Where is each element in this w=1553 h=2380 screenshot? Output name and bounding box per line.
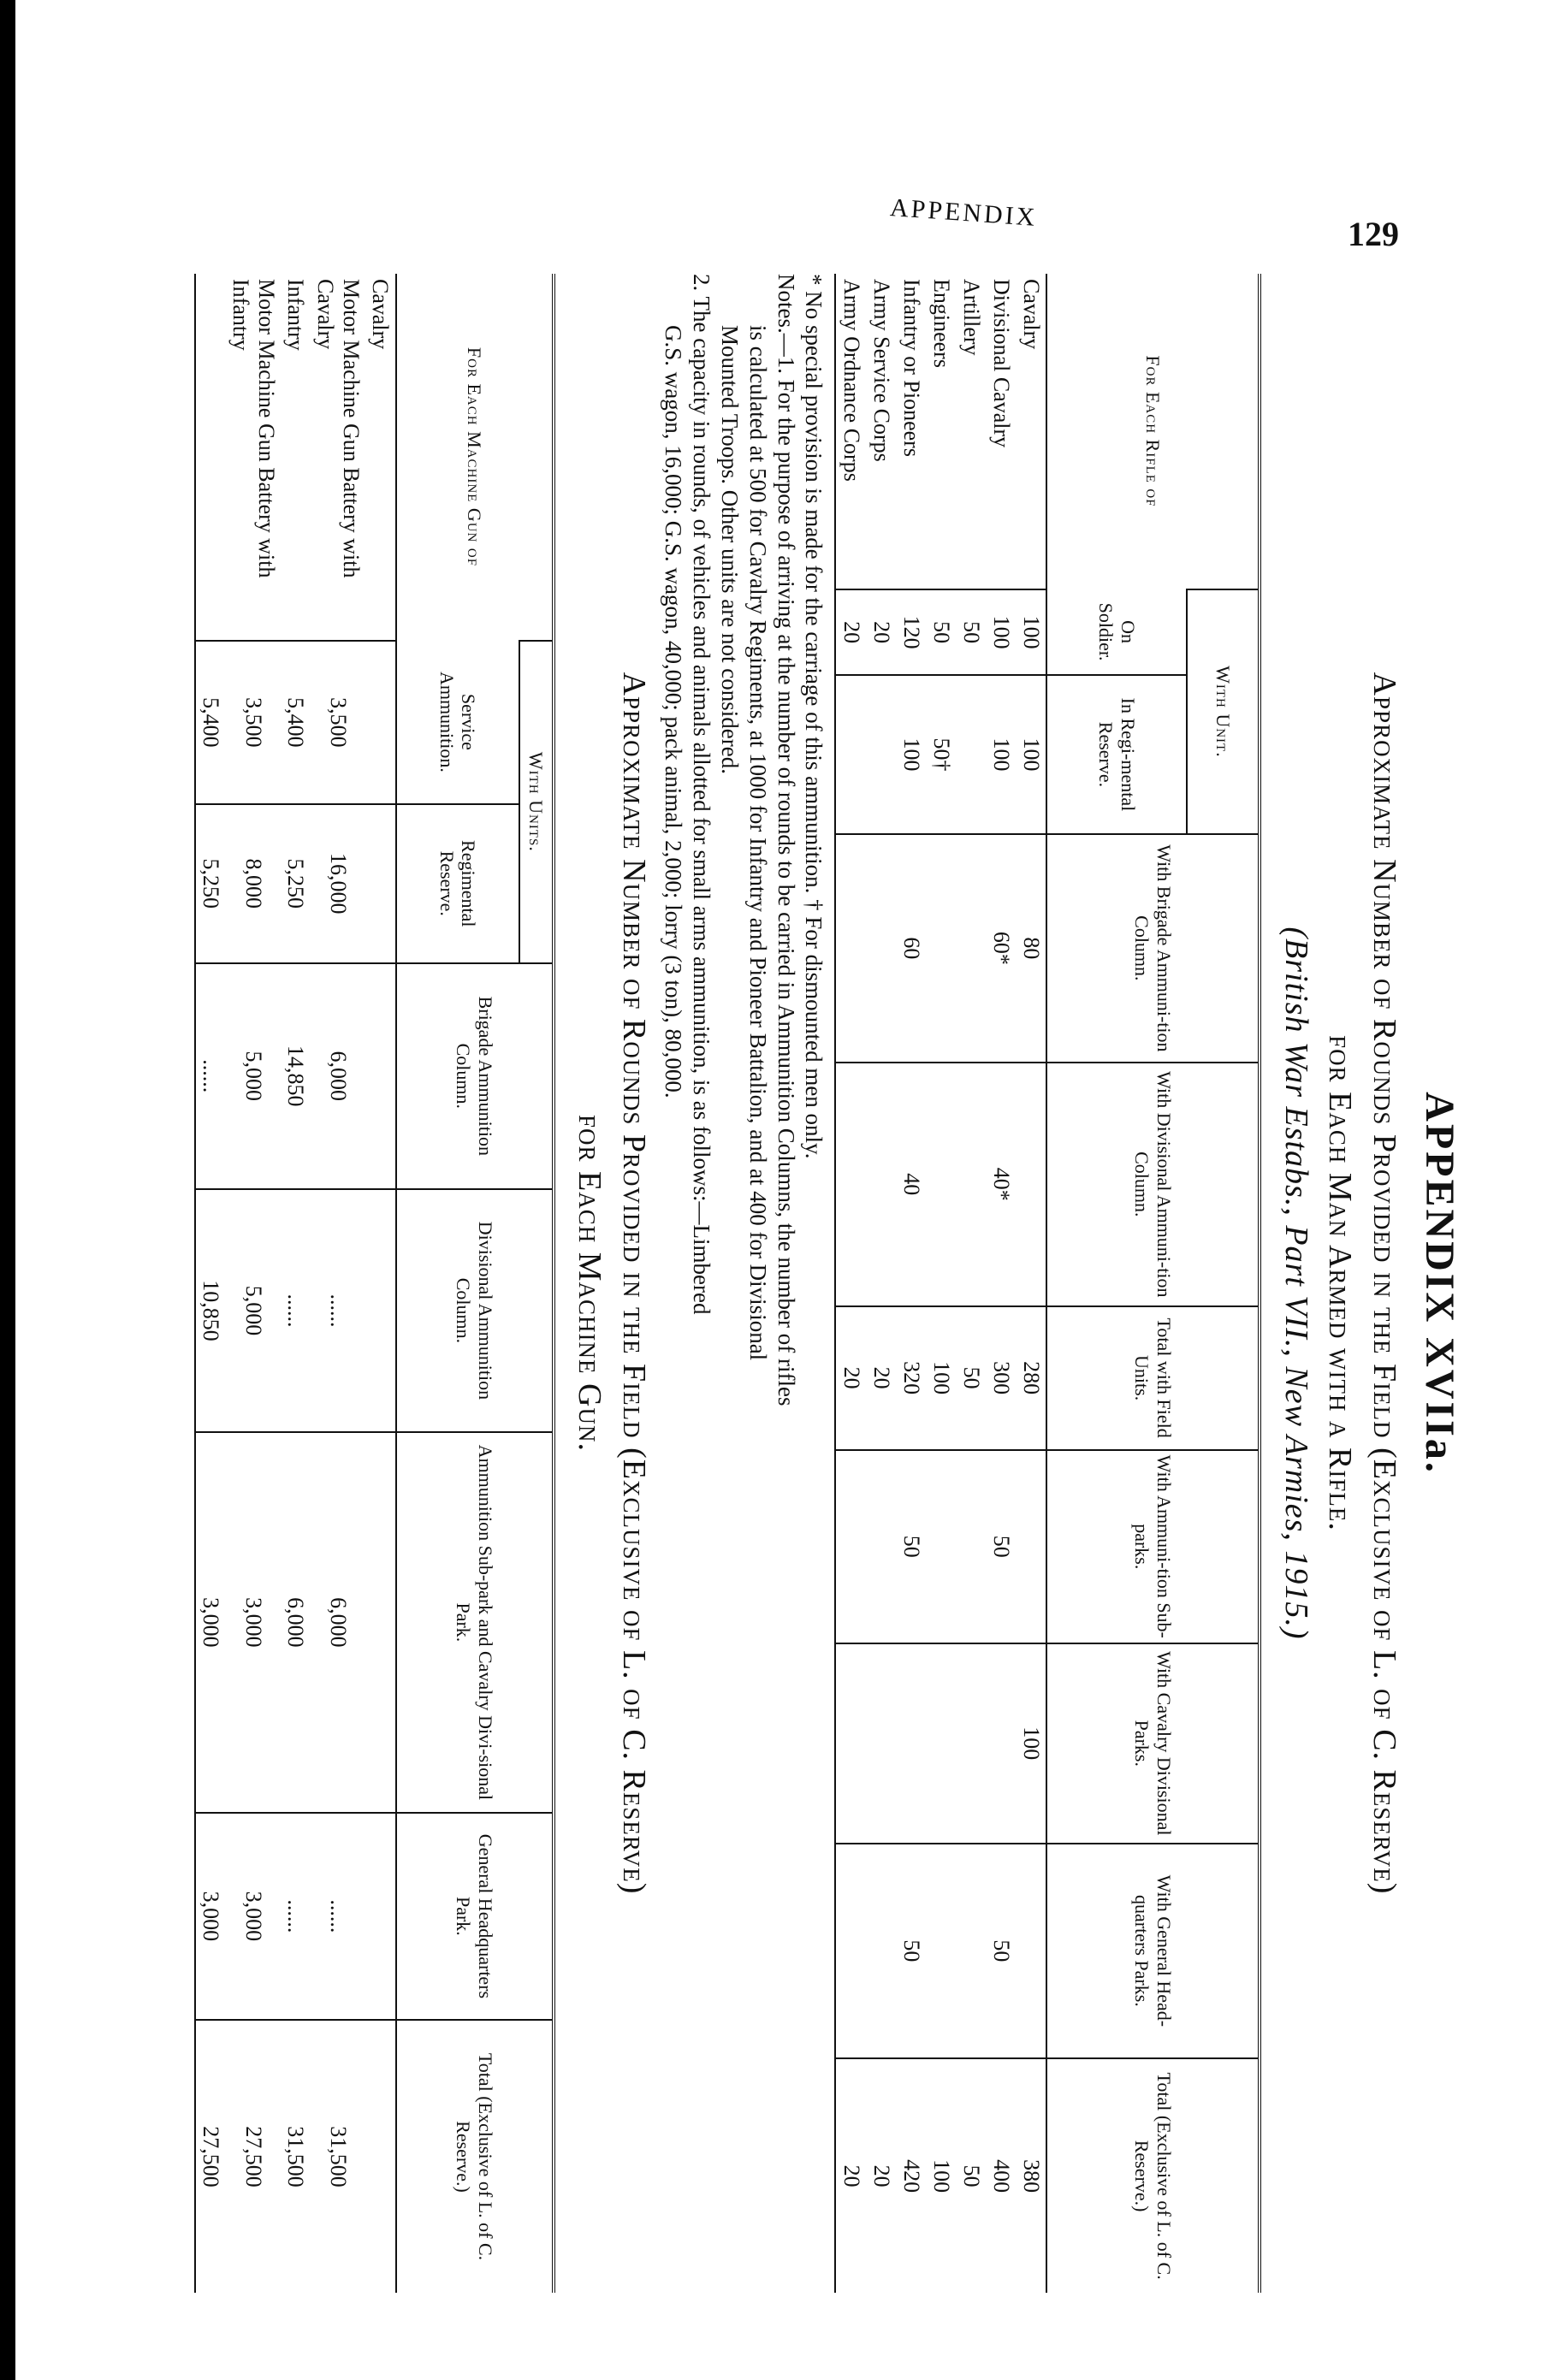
- cell: 100: [897, 675, 927, 834]
- cell: [927, 1450, 957, 1643]
- row-label: Infantry or Pioneers: [899, 279, 924, 457]
- header-col: Total (Exclusive of L. of C. Reserve.): [396, 2020, 552, 2293]
- cell: 50: [927, 589, 957, 675]
- cell: [957, 675, 987, 834]
- header-col: Regimental Reserve.: [396, 804, 519, 963]
- cell: 50: [957, 1306, 987, 1450]
- cell: [836, 1450, 867, 1643]
- cell: 120: [897, 589, 927, 675]
- cell: ......: [281, 1189, 311, 1432]
- cell: [365, 2020, 396, 2293]
- cell: 8,000: [226, 804, 281, 963]
- machine-gun-rounds-table: [194, 274, 552, 2293]
- cell: [836, 834, 867, 1063]
- cell: 5,250: [195, 804, 226, 963]
- cell: 50: [987, 1450, 1017, 1643]
- table-row: [1017, 274, 1047, 2293]
- cell: 60*: [987, 834, 1017, 1063]
- note-1b: is calculated at 500 for Cavalry Regiments, at 1000 for Infantry and Pioneer Battalion, and at 400 for Divisional: [744, 325, 771, 1361]
- cell: 20: [867, 589, 897, 675]
- header-for-each-machine-gun: For Each Machine Gun of: [396, 274, 552, 641]
- cell: 3,500: [311, 641, 365, 804]
- rifle-rounds-table: [835, 274, 1259, 2293]
- cell: 20: [867, 1306, 897, 1450]
- section2-caption-line2: for Each Machine Gun.: [572, 1115, 608, 1452]
- cell: [957, 1643, 987, 1844]
- cell: 100: [1017, 675, 1047, 834]
- row-label: Motor Machine Gun Battery with Cavalry: [312, 279, 364, 578]
- header-col: With Ammuni-tion Sub-parks.: [1047, 1450, 1259, 1643]
- row-label: Army Ordnance Corps: [836, 274, 867, 589]
- appendix-title: APPENDIX XVIIa.: [1417, 1092, 1462, 1475]
- table-row: [927, 274, 957, 2293]
- appendix-caption-line3: (British War Estabs., Part VII., New Armies, 1915.): [1278, 927, 1314, 1640]
- cell: [1017, 1063, 1047, 1306]
- cell: [836, 1643, 867, 1844]
- appendix-caption-line2: for Each Man Armed with a Rifle.: [1322, 1035, 1359, 1531]
- cell: 280: [1017, 1306, 1047, 1450]
- cell: [957, 834, 987, 1063]
- header-col: General Headquarters Park.: [396, 1813, 552, 2020]
- cell: [1017, 1844, 1047, 2059]
- cell: 40*: [987, 1063, 1017, 1306]
- table-row: [836, 274, 867, 2293]
- cell: 100: [987, 675, 1017, 834]
- running-title: APPENDIX: [889, 193, 1039, 232]
- header-col: With Brigade Ammuni-tion Column.: [1047, 834, 1259, 1063]
- header-col: With Cavalry Divisional Parks.: [1047, 1643, 1259, 1844]
- rotated-page-body: [180, 274, 1463, 2293]
- cell: 5,400: [195, 641, 226, 804]
- cell: 50†: [927, 675, 957, 834]
- cell: 100: [1017, 1643, 1047, 1844]
- cell: 3,500: [226, 641, 281, 804]
- cell: [836, 1063, 867, 1306]
- table-row: [281, 274, 311, 2293]
- header-col: Total with Field Units.: [1047, 1306, 1259, 1450]
- cell: [365, 1813, 396, 2020]
- cell: 31,500: [311, 2020, 365, 2293]
- header-col: Brigade Ammunition Column.: [396, 963, 552, 1189]
- header-with-unit: With Unit.: [1188, 589, 1259, 834]
- cell: ......: [195, 963, 226, 1189]
- section2-caption-line1: Approximate Number of Rounds Provided in the Field (Exclusive of L. of C. Reserve): [615, 672, 652, 1895]
- note-1c: Mounted Troops. Other units are not considered.: [716, 325, 743, 774]
- row-label: Cavalry: [1019, 279, 1044, 350]
- cell: 100: [927, 2058, 957, 2293]
- cell: [987, 1643, 1017, 1844]
- cell: 6,000: [311, 1432, 365, 1813]
- cell: [365, 1189, 396, 1432]
- row-label: Army Service Corps: [869, 279, 894, 462]
- note-2b: G.S. wagon, 16,000; G.S. wagon, 40,000; pack animal, 2,000; lorry (3 ton), 80,000.: [660, 325, 686, 1098]
- page-number: 129: [1348, 215, 1399, 253]
- header-col: Ammunition Sub-park and Cavalry Divi-sional Park.: [396, 1432, 552, 1813]
- header-for-each-rifle: For Each Rifle of: [1047, 274, 1259, 589]
- cell: [927, 1643, 957, 1844]
- cell: 20: [836, 589, 867, 675]
- cell: [957, 1844, 987, 2059]
- cell: [957, 1063, 987, 1306]
- cell: 100: [987, 589, 1017, 675]
- cell: [365, 641, 396, 804]
- table-row: [311, 274, 365, 2293]
- cell: 50: [897, 1844, 927, 2059]
- appendix-caption-line1: Approximate Number of Rounds Provided in the Field (Exclusive of L. of C. Reserve): [1366, 672, 1402, 1895]
- row-label: Engineers: [929, 279, 954, 368]
- header-col: With General Head-quarters Parks.: [1047, 1844, 1259, 2059]
- table-row: [987, 274, 1017, 2293]
- table-row: [365, 274, 396, 2293]
- double-rule: [1259, 274, 1262, 2293]
- table-row: [897, 274, 927, 2293]
- cell: 3,000: [195, 1432, 226, 1813]
- cell: 3,000: [195, 1813, 226, 2020]
- cell: 380: [1017, 2058, 1047, 2293]
- cell: 10,850: [195, 1189, 226, 1432]
- table-row: [957, 274, 987, 2293]
- row-label: Artillery: [959, 279, 984, 356]
- cell: 420: [897, 2058, 927, 2293]
- row-label: [195, 274, 226, 641]
- cell: 16,000: [311, 804, 365, 963]
- row-label: Motor Machine Gun Battery with Infantry: [228, 279, 279, 578]
- cell: ......: [311, 1189, 365, 1432]
- cell: [365, 804, 396, 963]
- table-row: [867, 274, 897, 2293]
- cell: [957, 1450, 987, 1643]
- cell: 5,000: [226, 963, 281, 1189]
- cell: 31,500: [281, 2020, 311, 2293]
- cell: 50: [957, 589, 987, 675]
- row-label: Divisional Cavalry: [989, 279, 1014, 448]
- cell: 50: [897, 1450, 927, 1643]
- cell: 14,850: [281, 963, 311, 1189]
- cell: ......: [281, 1813, 311, 2020]
- cell: 5,400: [281, 641, 311, 804]
- header-col: Total (Exclusive of L. of C. Reserve.): [1047, 2058, 1259, 2293]
- table-row: [226, 274, 281, 2293]
- note-2a: 2. The capacity in rounds, of vehicles and animals allotted for small arms ammunition, is as follows:—Limbered: [688, 274, 714, 1315]
- cell: 300: [987, 1306, 1017, 1450]
- cell: 100: [927, 1306, 957, 1450]
- cell: 20: [836, 2058, 867, 2293]
- header-col: In Regi-mental Reserve.: [1047, 675, 1188, 834]
- cell: [867, 1643, 897, 1844]
- cell: 400: [987, 2058, 1017, 2293]
- cell: ......: [311, 1813, 365, 2020]
- header-col: On Soldier.: [1047, 589, 1188, 675]
- cell: 40: [897, 1063, 927, 1306]
- note-1a: Notes.—1. For the purpose of arriving at the number of rounds to be carried in Ammunition Columns, the number of rifles: [773, 274, 799, 1406]
- cell: 80: [1017, 834, 1047, 1063]
- cell: 6,000: [281, 1432, 311, 1813]
- cell: 3,000: [226, 1432, 281, 1813]
- table-row: [195, 274, 226, 2293]
- cell: [867, 1450, 897, 1643]
- cell: 60: [897, 834, 927, 1063]
- cell: 6,000: [311, 963, 365, 1189]
- cell: 50: [957, 2058, 987, 2293]
- cell: [927, 1844, 957, 2059]
- cell: 5,000: [226, 1189, 281, 1432]
- notes-block: [659, 274, 828, 2293]
- cell: 20: [836, 1306, 867, 1450]
- cell: 3,000: [226, 1813, 281, 2020]
- cell: [927, 1063, 957, 1306]
- cell: 320: [897, 1306, 927, 1450]
- cell: [836, 675, 867, 834]
- cell: [867, 1844, 897, 2059]
- scan-edge-bar: [0, 0, 15, 2380]
- cell: 20: [867, 2058, 897, 2293]
- cell: [927, 834, 957, 1063]
- cell: 50: [987, 1844, 1017, 2059]
- row-label: Cavalry: [368, 279, 394, 350]
- cell: [867, 1063, 897, 1306]
- row-label: Infantry: [283, 279, 309, 351]
- header-col: With Divisional Ammuni-tion Column.: [1047, 1063, 1259, 1306]
- cell: [867, 675, 897, 834]
- double-rule: [552, 274, 555, 2293]
- cell: 100: [1017, 589, 1047, 675]
- cell: [897, 1643, 927, 1844]
- cell: [365, 1432, 396, 1813]
- cell: [836, 1844, 867, 2059]
- footnote-star: * No special provision is made for the carriage of this ammunition. † For dismounted men only.: [801, 274, 827, 1159]
- cell: [1017, 1450, 1047, 1643]
- cell: 5,250: [281, 804, 311, 963]
- cell: 27,500: [226, 2020, 281, 2293]
- header-with-units: With Units.: [519, 641, 552, 963]
- cell: [867, 834, 897, 1063]
- cell: 27,500: [195, 2020, 226, 2293]
- cell: [365, 963, 396, 1189]
- header-col: Divisional Ammunition Column.: [396, 1189, 552, 1432]
- header-col: Service Ammunition.: [396, 641, 519, 804]
